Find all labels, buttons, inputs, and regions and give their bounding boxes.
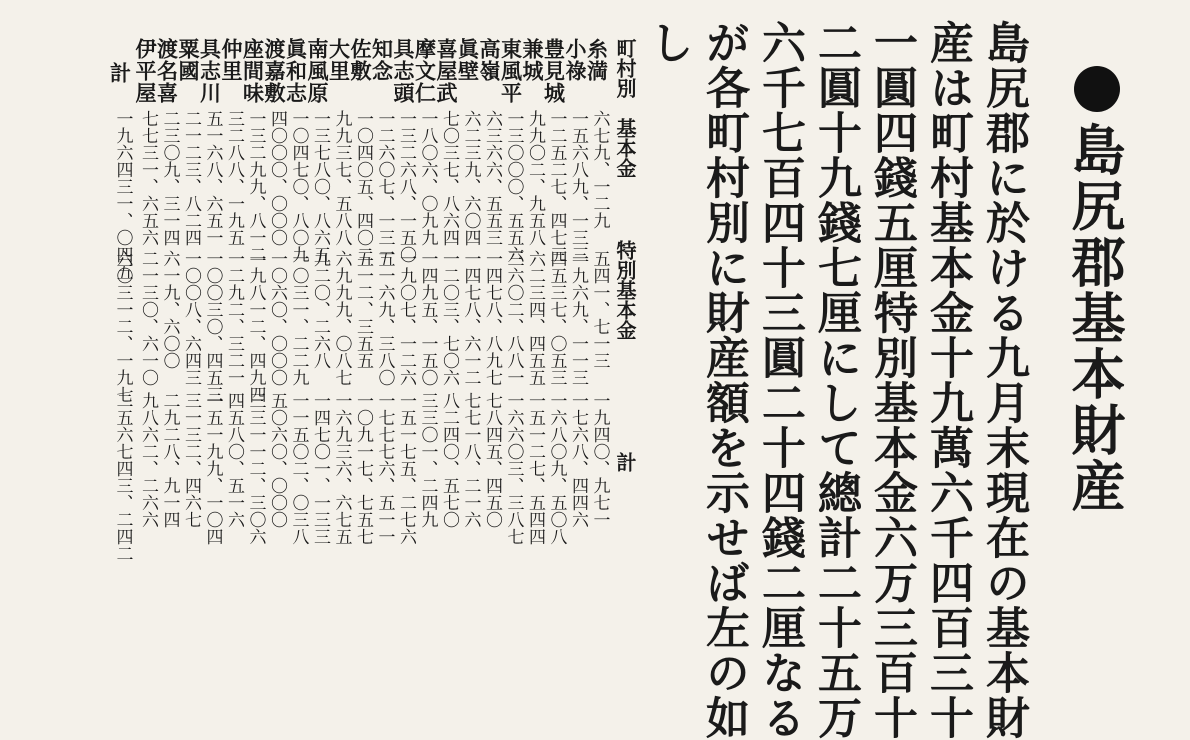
row-special: 一九八一二、四九四: [245, 250, 266, 403]
row-basic: 一八〇六、〇九九: [417, 110, 438, 246]
row-basic: 一〇四七〇、八〇九: [288, 110, 309, 263]
row-basic: 五一六八、六五一: [202, 110, 223, 246]
row-town: 高嶺: [477, 38, 502, 82]
body-line-2: 産は町村基本金十九萬六千四百三十: [922, 20, 973, 740]
row-town: 伊平屋: [133, 38, 158, 104]
row-town: 具志頭: [391, 38, 416, 104]
body-line-7: し: [642, 20, 693, 65]
row-basic: 六二三九、六〇四: [460, 110, 481, 246]
row-special: 五四一、七一三: [589, 250, 610, 369]
row-total: 三三〇一、二四九: [417, 392, 438, 528]
row-special: 三六〇二、八八一: [503, 250, 524, 386]
header-basic: 基本金: [613, 118, 637, 178]
row-special: 五一六九、三八〇: [374, 250, 395, 386]
row-special: 一四七八、六一二: [460, 250, 481, 386]
row-basic: 一三〇〇〇、五五六: [503, 110, 524, 263]
row-total: 一六八〇九、五〇八: [546, 392, 567, 545]
row-total: 一七六八、四四六: [568, 392, 588, 528]
row-total: 九八六二、二六六: [138, 392, 158, 528]
row-basic: 二一二三、八二四: [181, 110, 201, 246]
row-town: 南風原: [305, 38, 330, 104]
row-total: 一六六〇三、三八七: [503, 392, 524, 545]
row-special: 一〇〇三〇、四五三: [202, 250, 223, 403]
row-special: 四五三七、〇五三: [546, 250, 567, 386]
row-basic: 一五六八九、一三三: [568, 110, 588, 263]
row-town: 東風平: [498, 38, 524, 104]
row-special: 一二九二、三二一: [224, 250, 244, 386]
body-line-5: 六千七百四十三圓二十四錢二厘なる: [754, 20, 805, 740]
row-town: 渡嘉敷: [262, 38, 287, 104]
row-basic: 七〇三七、八六四: [439, 110, 459, 246]
row-basic: 六七九、一二九: [589, 110, 610, 229]
row-total: 一六九三六、六七五: [331, 392, 352, 545]
row-basic: 九九三七、五八八: [331, 110, 352, 246]
row-basic: 一三七八〇、八六五: [310, 110, 330, 263]
header-total: 計: [613, 452, 637, 472]
row-total: 一五一九九、一〇四: [202, 392, 223, 545]
row-special: 一〇〇八、六四三: [181, 250, 201, 386]
row-special: 一〇三一、二二九: [288, 250, 309, 386]
body-line-1: 島尻郡に於ける九月末現在の基本財: [978, 20, 1029, 740]
row-total: 二九二八、九一四: [159, 392, 180, 528]
row-total: 一七七七六、五一一: [374, 392, 395, 545]
row-special: 一四九五、一五〇: [417, 250, 438, 386]
row-basic: 六三六六、五五三: [482, 110, 502, 246]
row-special: 六二三四、四五五: [525, 250, 545, 386]
row-special: 一四七八、八九七: [482, 250, 502, 386]
row-total: 一九四〇、九七一: [589, 392, 610, 528]
row-total: 一五一七五、二七六: [396, 392, 416, 545]
row-town: 佐敷: [348, 38, 373, 82]
totals-label: 計: [107, 62, 133, 84]
row-basic: 二三〇九、三一四: [159, 110, 180, 246]
body-line-6: が各町村別に財産額を示せば左の如: [698, 20, 749, 740]
row-town: 座間味: [240, 38, 266, 104]
row-town: 糸満: [584, 38, 610, 82]
row-basic: 七七三一、六五六: [138, 110, 158, 246]
row-town: 喜屋武: [434, 38, 459, 104]
row-town: 粟國: [176, 38, 201, 82]
row-total: 三三一一二、三〇六: [245, 392, 266, 545]
row-total: 三一三二、四六七: [181, 392, 201, 528]
row-total: 四五八〇、五一六: [224, 392, 244, 528]
row-special: 九二〇、二六八: [310, 250, 330, 369]
row-special: 二一三〇、六一〇: [138, 250, 158, 386]
row-town: 大里: [326, 38, 352, 82]
row-town: 豊見城: [541, 38, 567, 104]
row-basic: 一三二九九、八一二: [245, 110, 266, 263]
totals-basic: 一九六四三一、〇四五: [112, 110, 133, 280]
row-special: 一九六九、一一三: [568, 250, 588, 386]
body-line-4: 二圓十九錢七厘にして總計二十五万: [810, 20, 861, 740]
body-line-3: 一圓四錢五厘特別基本金六万三百十: [866, 20, 917, 740]
row-town: 仲里: [219, 38, 244, 82]
row-special: 六九九九、〇八七: [331, 250, 352, 386]
row-special: 一二〇三、七〇六: [439, 250, 459, 386]
row-town: 具志川: [197, 38, 223, 104]
article-headline: 島尻郡基本財産: [1063, 122, 1127, 514]
row-total: 一一五〇二、〇三八: [288, 392, 309, 545]
row-town: 摩文仁: [412, 38, 438, 104]
row-total: 一四七〇一、一三三: [310, 392, 330, 545]
row-total: 八二四〇、五七〇: [439, 392, 459, 528]
row-total: 五〇六〇、〇〇〇: [267, 392, 287, 528]
row-town: 眞壁: [455, 38, 481, 82]
totals-special: 六〇三一二、一九七: [112, 250, 133, 403]
row-basic: 一二五二七、四七三: [546, 110, 567, 263]
row-special: 六一九、六〇〇: [159, 250, 180, 369]
row-town: 渡名喜: [154, 38, 180, 104]
row-special: 五一二、三五五: [353, 250, 373, 369]
row-special: 一九〇七、一二六: [396, 250, 416, 386]
row-total: 七七一八、二一六: [460, 392, 481, 528]
row-total: 一〇九一七、七五七: [353, 392, 373, 545]
row-town: 知念: [369, 38, 395, 82]
row-town: 小祿: [563, 38, 588, 82]
row-total: 七八四五、四五〇: [482, 392, 502, 528]
row-town: 兼城: [520, 38, 545, 82]
row-special: 一〇六〇、〇〇〇: [267, 250, 287, 386]
header-special: 特別基本金: [613, 240, 637, 340]
totals-total: 二五六七四三、二四二: [112, 392, 133, 562]
header-town: 町村別: [613, 38, 637, 98]
row-basic: 九九〇二、九五八: [525, 110, 545, 246]
row-town: 眞和志: [283, 38, 309, 104]
row-basic: 一二六〇七、一三一: [374, 110, 395, 263]
row-basic: 四〇〇〇、〇〇〇: [267, 110, 287, 246]
row-basic: 一〇四〇五、四〇二: [353, 110, 373, 263]
row-total: 一五一二七、五四四: [525, 392, 545, 545]
bullet-mark: [1074, 66, 1120, 112]
row-basic: 三二八八、一九五: [224, 110, 244, 246]
row-basic: 一三二六八、一五〇: [396, 110, 416, 263]
